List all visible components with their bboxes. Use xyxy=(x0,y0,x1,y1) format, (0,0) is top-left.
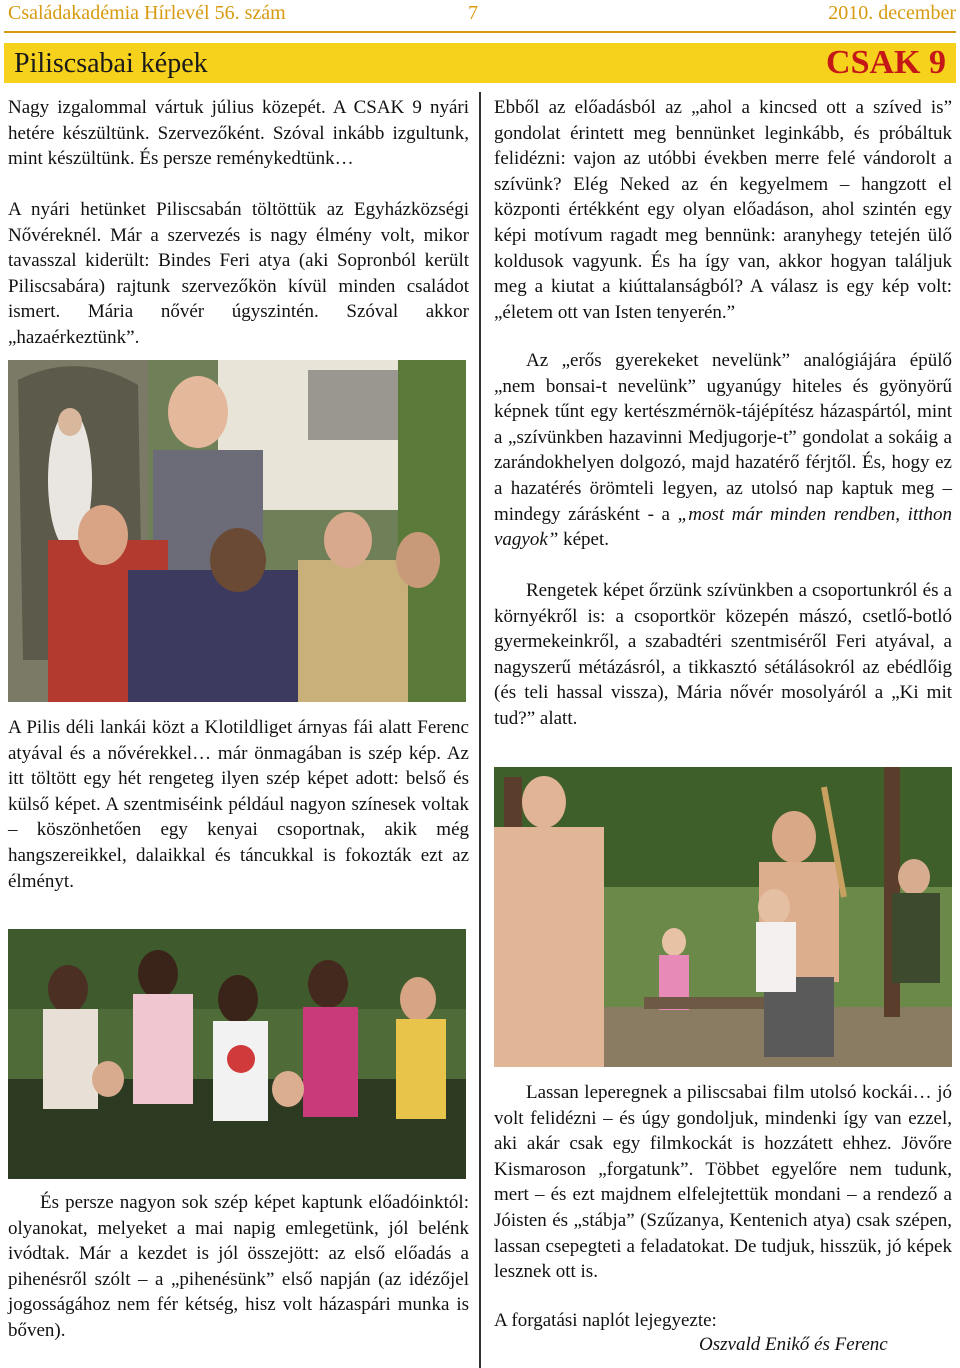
right-paragraph-1: Ebből az előadásból az „ahol a kincsed ott a szíved is” gondolat érintett meg bennünket leginkább, és próbáltuk felidézni: vajon az utóbbi években merre felé vándorolt a szívünk? Elég Neked az én kegyelmem – hangzott el központi értékként egy olyan előadáson, ahol szintén egy képi motívum ragadt meg bennünk: aranyhegy tetején ülő koldusok vagyunk. És ha így van, akkor hogyan találjuk meg a kiutat a kiúttalanságból? A válasz is egy kép volt: „életem ott van Isten tenyerén.” xyxy=(494,97,952,323)
right-paragraph-3: Rengetek képet őrzünk szívünkben a csoportunkról és a környékről is: a csoportkör közepén mászó, csetlő-botló gyermekeinkről, a szabadtéri szentmiséről Feri atyával, a nagyszerű métázásról, a tikkasztó sétálásokról az ebédlőig (és teli hassal vissza), Mária nővér mosolyáról a „Ki mit tud?” alatt. xyxy=(494,580,952,729)
photo-meta-game xyxy=(494,767,952,1067)
page-header xyxy=(0,0,960,30)
section-label: CSAK 9 xyxy=(826,44,946,81)
issue-date: 2010. december xyxy=(828,2,956,24)
newsletter-title: Családakadémia Hírlevél 56. szám xyxy=(8,2,286,24)
photo-kenyan-group xyxy=(8,929,466,1179)
photo-group-with-priest xyxy=(8,360,466,702)
left-paragraph-1: Nagy izgalommal vártuk július közepét. A CSAK 9 nyári hetére készültünk. Szervezőként. Szóval inkább izgultunk, mint készültünk. És persze reménykedtünk… xyxy=(8,97,469,170)
right-paragraph-4: Lassan leperegnek a piliscsabai film utolsó kockái… jó volt felidézni – és úgy gondoljuk, mindenki így van ezzel, aki akár csak egy filmkockát is hozzátett ehhez. Jövőre Kismaroson „forgatunk”. Többet egyelőre nem tudunk, mert – és ezt majdnem elfelejtettük mondani – a rendező a Jóisten és „stábja” (Szűzanya, Kentenich atya) csak szépen, lassan csepegteti a feladatokat. De tudjuk, hisszük, jó képek lesznek ott is. xyxy=(494,1082,952,1283)
left-paragraph-2: A nyári hetünket Piliscsabán töltöttük az Egyházközségi Nővéreknél. Már a szervezés is nagy élmény volt, mikor tavasszal kiderült: Bindes Feri atya (aki Sopronból került Piliscsabára) rajtunk szervezőkön kívül minden családot ismert. Mária nővér úgyszintén. Szóval akkor „hazaérkeztünk”. xyxy=(8,199,469,348)
right-paragraph-2 xyxy=(494,348,952,553)
right-paragraph-5: A forgatási naplót lejegyezte: xyxy=(494,1310,717,1331)
left-paragraph-4: És persze nagyon sok szép képet kaptunk előadóinktól: olyanokat, melyeket a mai napig emlegetünk, jól belénk ivódtak. Már a kezdet is jól összejött: az első előadás a pihenésről szólt – a „pihenésünk” első napján (az idézőjel jogosságához nem fér kétség, hisz volt házaspári munka is bőven). xyxy=(8,1192,469,1341)
right-paragraph-2-part-b: képet. xyxy=(558,529,610,551)
header-rule xyxy=(4,31,956,33)
column-divider xyxy=(479,92,481,1368)
right-paragraph-2-part-a: Az „erős gyerekeket nevelünk” analógiájára épülő „nem bonsai-t nevelünk” ugyanúgy hiteles és gyönyörű képnek tűnt egy kertészmérnök-tájépítész házaspártól, mint a „szívünkben hazavinni Medjugorje-t” gondolat a sokáig a zarándokhelyen dolgozó, majd hazatérő férjtől. És, hogy ez a hazatérés örömteli legyen, az utolsó nap kaptuk meg – mindegy zárásként - a xyxy=(494,350,952,525)
section-title: Piliscsabai képek xyxy=(14,48,208,79)
page-number: 7 xyxy=(468,2,478,24)
left-paragraph-3: A Pilis déli lankái közt a Klotildliget árnyas fái alatt Ferenc atyával és a nővérekkel… már önmagában is szép kép. Az itt töltött egy hét rengeteg ilyen szép képet adott: belső és külső képet. A szentmiséink például nagyon színesek voltak – köszönhetően egy kenyai csoportnak, akik még hangszereikkel, dalaikkal és táncukkal is fokozták ezt az élményt. xyxy=(8,717,469,892)
quote-emphasis: „most már minden rendben, itthon vagyok” xyxy=(494,503,953,551)
section-banner xyxy=(4,43,956,83)
author-signature: Oszvald Enikő és Ferenc xyxy=(699,1334,888,1355)
